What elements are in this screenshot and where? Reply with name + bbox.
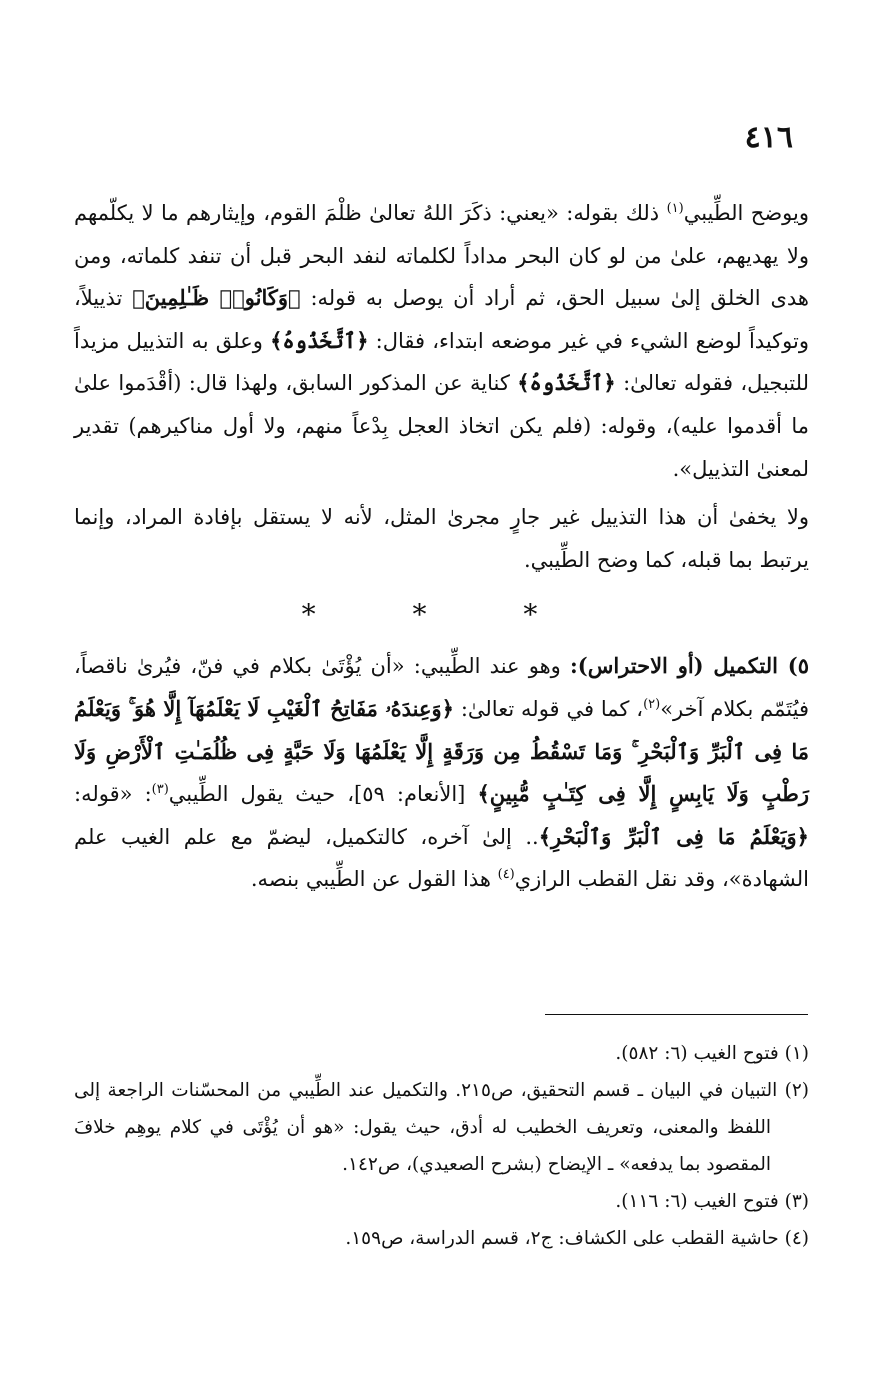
footnote-ref-4: (٤) (497, 867, 515, 883)
main-text (74, 192, 809, 901)
quran-quote: ﴿ٱتَّخَذُوهُ﴾ (517, 370, 616, 396)
footnote-2: (٢) التبيان في البيان ـ قسم التحقيق، ص٢١٥. والتكميل عند الطِّيبي من المحسّنات الراجعة إلى اللفظ والمعنى، وتعريف الخطيب له أدق، حيث يقول: «هو أن يُؤْتَى في كلام يوهِم خلافَ المقصود بما يدفعه» ـ الإيضاح (بشرح الصعيدي)، ص١٤٢. (74, 1080, 809, 1175)
quran-quote: ﴿وَعِندَهُۥ مَفَاتِحُ ٱلْغَيْبِ لَا يَعْلَمُهَآ إِلَّا هُوَ ۚ وَيَعْلَمُ مَا فِى ٱلْبَرِّ وَٱلْبَحْرِ ۚ وَمَا تَسْقُطُ مِن وَرَقَةٍ إِلَّا يَعْلَمُهَا وَلَا حَبَّةٍ فِى ظُلُمَـٰتِ ٱلْأَرْضِ وَلَا رَطْبٍ وَلَا يَابِسٍ إِلَّا فِى كِتَـٰبٍ مُّبِينٍ﴾ (74, 695, 810, 807)
text-segment: [الأنعام: ٥٩]، حيث يقول الطِّيبي (168, 782, 478, 807)
quran-quote: ﴿وَكَانُوا۟ ظَـٰلِمِينَ﴾ (132, 285, 301, 311)
footnote-4: (٤) حاشية القطب على الكشاف: ج٢، قسم الدراسة، ص١٥٩. (345, 1228, 809, 1249)
footnote-1: (١) فتوح الغيب (٦: ٥٨٢). (615, 1043, 809, 1064)
quran-quote: ﴿ٱتَّخَذُوهُ﴾ (270, 327, 369, 353)
text-segment: كناية عن المذكور السابق، ولهذا قال: (أقْدَموا علىٰ ما أقدموا عليه)، وقوله: (فلم يكن اتخاذ العجل بِدْعاً منهم، ولا أول مناكيرهم) تقدير لمعنىٰ التذييل». (74, 371, 809, 481)
text-segment: ذلك بقوله: «يعني: ذكَرَ اللهُ تعالىٰ ظلْمَ القوم، وإيثارهم ما لا يكلّمهم ولا يهديهم، علىٰ من لو كان البحر مداداً لكلماته لنفد البحر قبل أن تنفد كلماته، ومن هدى الخلق إلىٰ سبيل الحق، ثم أراد أن يوصل به قوله: (74, 201, 809, 311)
text-segment: تذييلاً، وتوكيداً لوضع الشيء في غير موضعه ابتداء، فقال: (74, 286, 809, 353)
quran-quote: ﴿وَيَعْلَمُ مَا فِى ٱلْبَرِّ وَٱلْبَحْرِ﴾ (538, 823, 809, 849)
text-segment: ولا يخفىٰ أن هذا التذييل غير جارٍ مجرىٰ المثل، لأنه لا يستقل بإفادة المراد، وإنما يرتبط بما قبله، كما وضح الطِّيبي. (74, 505, 809, 572)
paragraph-tadhyil-note (74, 496, 809, 581)
section-separator: * * * (301, 598, 582, 632)
text-segment: ويوضح الطِّيبي (683, 201, 809, 225)
paragraph-takmil (74, 645, 809, 901)
footnote-ref-2: (٢) (643, 696, 661, 712)
text-segment: ، كما في قوله تعالىٰ: (453, 696, 644, 721)
text-segment: وهو عند الطِّيبي: «أن يُؤْتَىٰ بكلام في فنّ، فيُرىٰ ناقصاً، فيُتَمّم بكلام آخر» (74, 654, 809, 721)
footnote-divider (545, 1014, 808, 1015)
page-number: ٤١٦ (744, 120, 793, 155)
text-segment: هذا القول عن الطِّيبي بنصه. (250, 867, 498, 892)
text-segment: : «قوله: (74, 782, 152, 807)
footnote-ref-3: (٣) (151, 782, 169, 798)
text-segment: .. إلىٰ آخره، كالتكميل، ليضمّ مع علم الغيب علم الشهادة»، وقد نقل القطب الرازي (74, 824, 809, 892)
footnote-ref-1: (١) (666, 201, 684, 216)
text-segment: وعلق به التذييل مزيداً للتبجيل، فقوله تعالىٰ: (74, 328, 809, 396)
paragraph-tayyibi-explanation (74, 192, 809, 490)
section-heading: ٥) التكميل (أو الاحتراس): (570, 653, 809, 679)
footnotes (74, 1035, 809, 1257)
footnote-3: (٣) فتوح الغيب (٦: ١١٦). (615, 1191, 809, 1212)
